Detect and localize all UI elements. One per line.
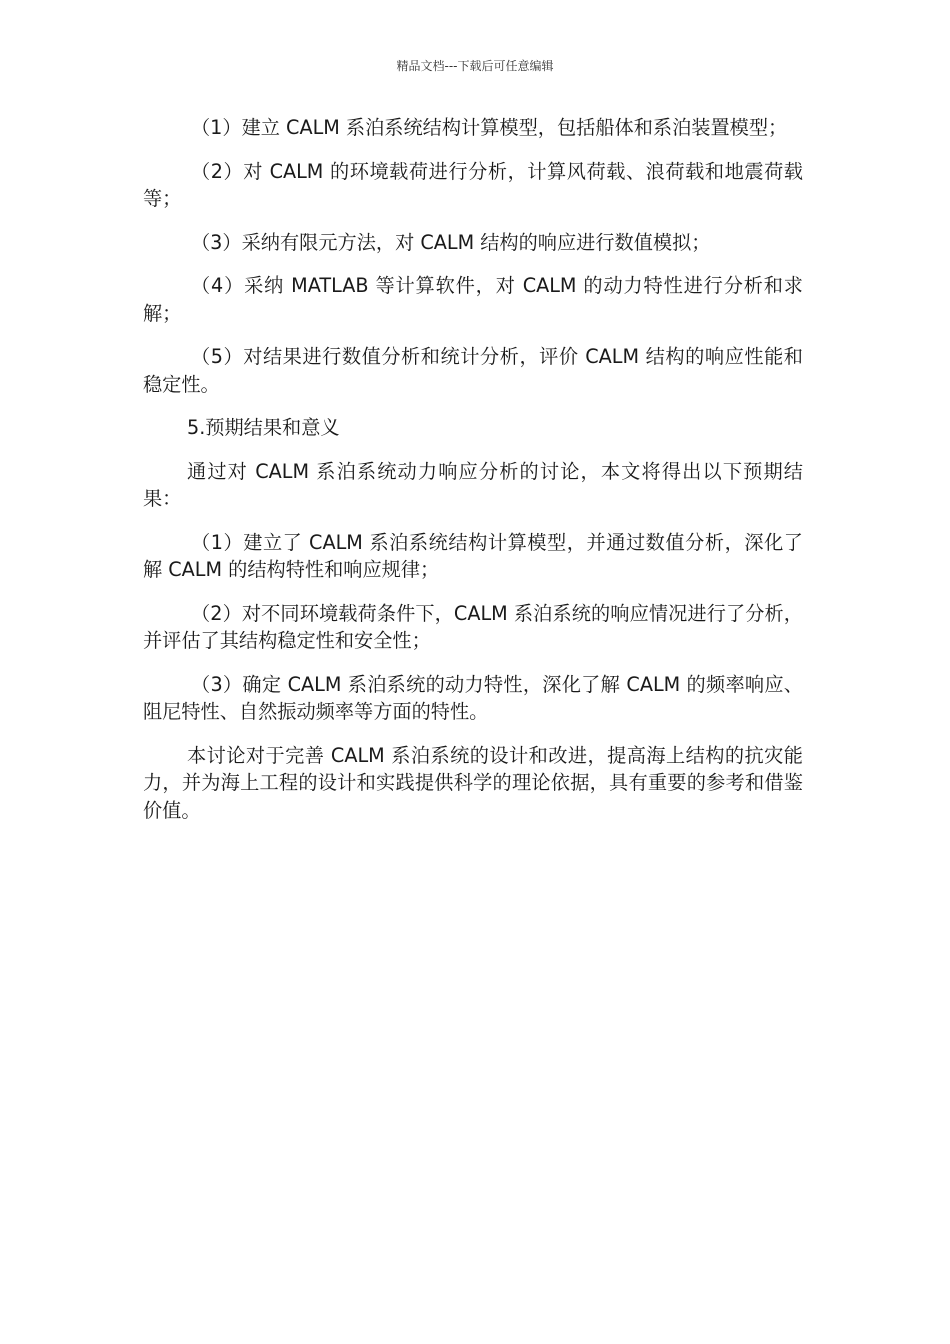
- paragraph-result-item-1: （1）建立了 CALM 系泊系统结构计算模型，并通过数值分析，深化了解 CALM 的结构特性和响应规律；: [143, 530, 803, 581]
- paragraph-result-item-2: （2）对不同环境载荷条件下，CALM 系泊系统的响应情况进行了分析，并评估了其结构稳定性和安全性；: [143, 601, 803, 652]
- paragraph-result-item-3: （3）确定 CALM 系泊系统的动力特性，深化了解 CALM 的频率响应、阻尼特性、自然振动频率等方面的特性。: [143, 672, 803, 723]
- page-header: 精品文档---下载后可任意编辑: [396, 59, 554, 73]
- section-heading: 5.预期结果和意义: [187, 416, 340, 439]
- paragraph-list-item-5: （5）对结果进行数值分析和统计分析，评价 CALM 结构的响应性能和稳定性。: [143, 345, 803, 396]
- paragraph-body-intro: 通过对 CALM 系泊系统动力响应分析的讨论，本文将得出以下预期结果：: [143, 459, 803, 510]
- document-body: [143, 114, 803, 840]
- paragraph-list-item-3: （3）采纳有限元方法，对 CALM 结构的响应进行数值模拟；: [191, 230, 711, 254]
- paragraph-list-item-1: （1）建立 CALM 系泊系统结构计算模型，包括船体和系泊装置模型；: [191, 116, 788, 139]
- paragraph-list-item-4: （4）采纳 MATLAB 等计算软件，对 CALM 的动力特性进行分析和求解；: [143, 274, 803, 325]
- paragraph-list-item-2: （2）对 CALM 的环境载荷进行分析，计算风荷载、浪荷载和地震荷载等；: [143, 159, 803, 210]
- paragraph-body-conclusion: 本讨论对于完善 CALM 系泊系统的设计和改进，提高海上结构的抗灾能力，并为海上工程的设计和实践提供科学的理论依据，具有重要的参考和借鉴价值。: [143, 743, 803, 822]
